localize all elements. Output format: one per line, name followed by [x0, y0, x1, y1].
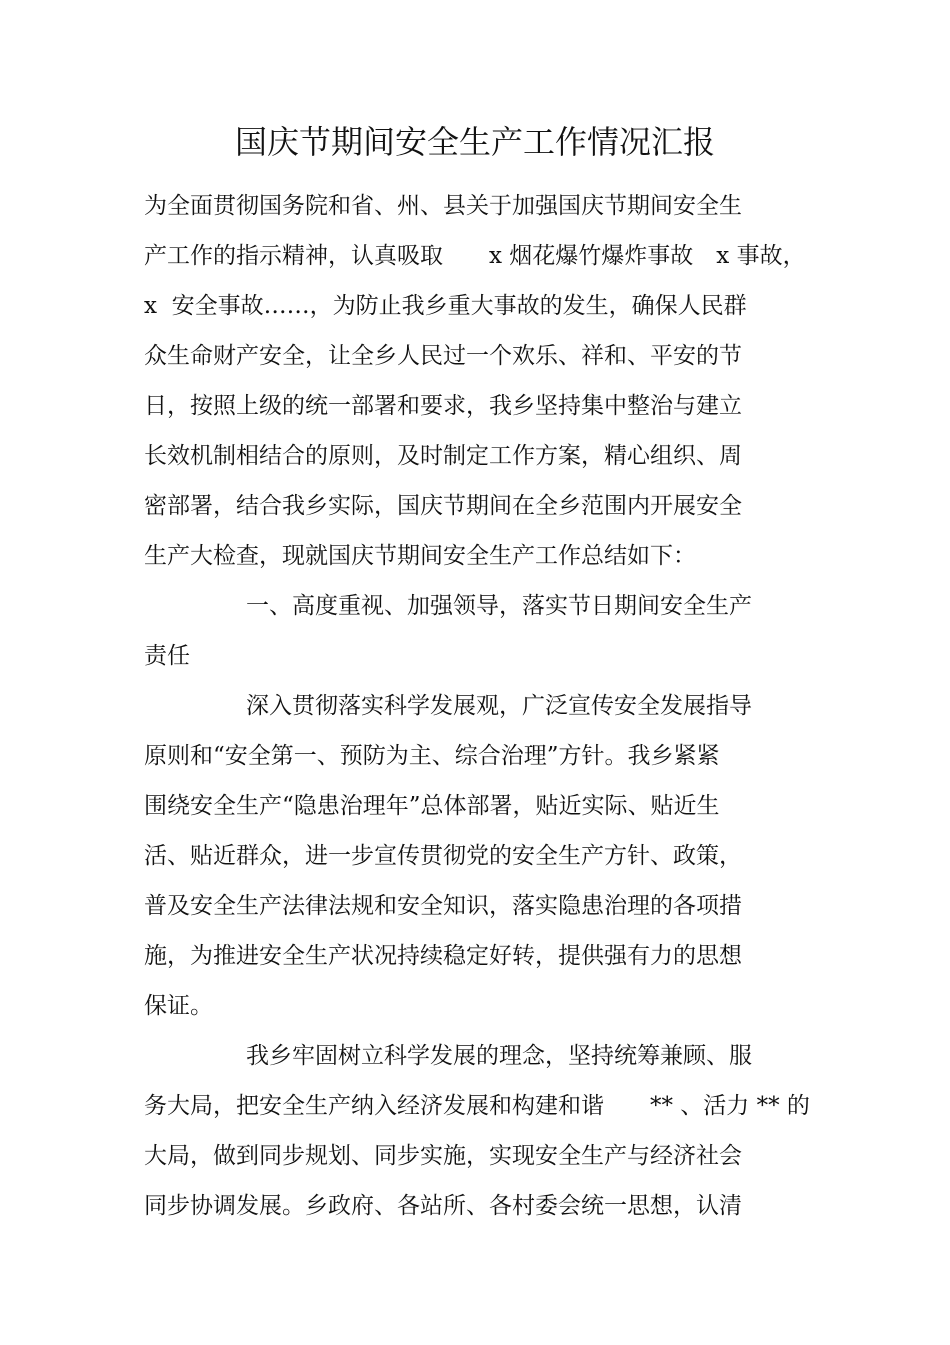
body-line: 活、贴近群众，进一步宣传贯彻党的安全生产方针、政策， [144, 843, 742, 869]
body-line: 长效机制相结合的原则，及时制定工作方案，精心组织、周 [144, 443, 742, 469]
body-line: 为全面贯彻国务院和省、州、县关于加强国庆节期间安全生 [144, 193, 742, 219]
section-heading-line: 一、高度重视、加强领导，落实节日期间安全生产 [246, 593, 752, 619]
body-line: 日，按照上级的统一部署和要求，我乡坚持集中整治与建立 [144, 393, 742, 419]
body-line: x 安全事故……，为防止我乡重大事故的发生，确保人民群 [144, 293, 747, 319]
body-line: 原则和“安全第一、预防为主、综合治理”方针。我乡紧紧 [144, 743, 720, 769]
body-line: 生产大检查，现就国庆节期间安全生产工作总结如下： [144, 543, 696, 569]
body-line: 普及安全生产法律法规和安全知识，落实隐患治理的各项措 [144, 893, 742, 919]
body-line: 施，为推进安全生产状况持续稳定好转，提供强有力的思想 [144, 943, 742, 969]
body-line: 深入贯彻落实科学发展观，广泛宣传安全发展指导 [246, 693, 752, 719]
body-line: 围绕安全生产“隐患治理年”总体部署，贴近实际、贴近生 [144, 793, 720, 819]
body-line: 我乡牢固树立科学发展的理念，坚持统筹兼顾、服 [246, 1043, 752, 1069]
body-line: 大局，做到同步规划、同步实施，实现安全生产与经济社会 [144, 1143, 742, 1169]
section-heading-line: 责任 [144, 643, 190, 669]
body-line: 同步协调发展。乡政府、各站所、各村委会统一思想，认清 [144, 1193, 742, 1219]
body-line: 务大局，把安全生产纳入经济发展和构建和谐 ** 、活力 ** 的 [144, 1093, 810, 1119]
body-line: 保证。 [144, 993, 213, 1019]
body-line: 密部署，结合我乡实际，国庆节期间在全乡范围内开展安全 [144, 493, 742, 519]
body-line: 产工作的指示精神，认真吸取 x 烟花爆竹爆炸事故 x 事故， [144, 243, 806, 269]
body-line: 众生命财产安全，让全乡人民过一个欢乐、祥和、平安的节 [144, 343, 742, 369]
document-title: 国庆节期间安全生产工作情况汇报 [234, 123, 715, 161]
